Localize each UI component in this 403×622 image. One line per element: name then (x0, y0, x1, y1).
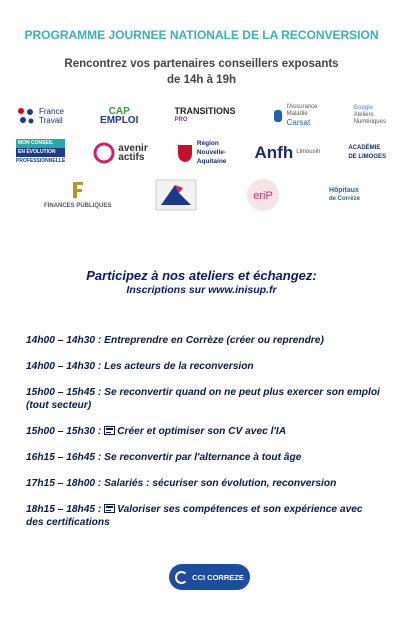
logo-row-3 (16, 178, 386, 212)
cap-emploi-line1: CAP (108, 105, 130, 117)
academie-logo (348, 144, 386, 162)
finances-publiques-text: FINANCES PUBLIQUES (44, 203, 112, 209)
mon-conseil-line1: MON CONSEIL (16, 139, 65, 148)
mon-conseil-line2: EN ÉVOLUTION (16, 148, 65, 157)
transitions-pro-line2: PRO (174, 116, 188, 123)
mon-conseil-line3: PROFESSIONNELLE (16, 158, 66, 164)
assurance-maladie-line1: l'Assurance (286, 104, 318, 110)
ateliers-heading: Participez à nos ateliers et échangez: (86, 268, 317, 283)
assurance-maladie-logo (272, 104, 318, 127)
nouvelle-aquitaine-logo (176, 139, 227, 166)
assurance-maladie-line3: Carsat (286, 118, 311, 127)
session-title: Valoriser ses compétences et son expérience avec des certifications (26, 504, 363, 528)
ateliers-section (0, 268, 403, 296)
erip-text: eriP (253, 190, 273, 202)
avenir-line1: avenir (118, 142, 148, 154)
screen-icon (104, 426, 115, 435)
avenir-line2: actifs (118, 151, 145, 163)
session-title: Les acteurs de la reconversion (104, 361, 254, 372)
anfh-region: Limousin (296, 149, 321, 155)
cci-icon (175, 571, 188, 584)
nouvelle-aquitaine-line1: Région (196, 140, 219, 147)
erip-logo (241, 178, 285, 212)
page-title: PROGRAMME JOURNEE NATIONALE DE LA RECONVERSION (24, 28, 379, 42)
avenir-actifs-icon (93, 142, 115, 164)
transitions-pro-line1: TRANSITIONS (174, 105, 236, 116)
hopitaux-line2: de Corrèze (328, 196, 360, 202)
session-title: Créer et optimiser son CV avec l'IA (117, 426, 287, 437)
session-item (26, 503, 381, 529)
transitions-pro-logo (175, 107, 236, 125)
assurance-maladie-line2: Maladie (286, 111, 308, 117)
session-title: Se reconvertir par l'alternance à tout âge (104, 452, 302, 463)
session-title: Se reconvertir quand on ne peut plus exercer son emploi (tout secteur) (26, 387, 380, 411)
cci-correze-logo (169, 564, 250, 590)
google-line3: Numériques (353, 119, 386, 125)
page-subtitle (0, 56, 403, 88)
hopitaux-logo (329, 186, 360, 204)
session-title: Salariés : sécuriser son évolution, reconversion (104, 478, 337, 489)
finances-publiques-icon (70, 180, 86, 200)
logo-row-2 (16, 139, 386, 166)
google-ateliers-logo (354, 105, 386, 126)
inscriptions-text: Inscriptions sur www.inisup.fr (126, 284, 277, 296)
cap-emploi-line2: EMPLOI (100, 114, 139, 126)
france-travail-logo (16, 106, 64, 126)
session-time: 14h00 – 14h30 : (26, 335, 102, 346)
assurance-maladie-icon (272, 108, 284, 124)
cap-emploi-logo (100, 107, 138, 125)
anfh-logo (255, 143, 321, 163)
session-time: 16h15 – 16h45 : (26, 452, 102, 463)
session-item (26, 386, 381, 412)
france-travail-line2: Travail (39, 115, 63, 125)
partner-logos (16, 104, 386, 224)
session-item (26, 477, 381, 490)
erip-icon (241, 178, 285, 212)
avenir-actifs-logo (93, 142, 147, 164)
google-line2: Ateliers (353, 112, 374, 118)
anfh-name: Anfh (254, 142, 294, 162)
session-item (26, 425, 381, 438)
session-time: 15h00 – 15h45 : (26, 387, 102, 398)
marianne-icon (155, 179, 197, 211)
logo-row-1 (16, 104, 386, 127)
academie-line2: DE LIMOGES (348, 153, 386, 160)
session-item (26, 360, 381, 373)
subtitle-line-2: de 14h à 19h (166, 74, 237, 86)
marianne-logo (155, 179, 197, 211)
nouvelle-aquitaine-line3: Aquitaine (196, 158, 227, 165)
nouvelle-aquitaine-icon (176, 143, 194, 163)
cci-label: CCI CORREZE (192, 572, 244, 582)
finances-publiques-logo (44, 180, 111, 210)
hopitaux-line1: Hôpitaux (328, 187, 359, 194)
france-travail-icon (16, 106, 36, 126)
mon-conseil-logo (16, 139, 65, 166)
google-line1: Google (353, 105, 373, 111)
session-title: Entreprendre en Corrèze (créer ou reprendre) (104, 335, 324, 346)
session-time: 15h00 – 15h30 : (26, 426, 102, 437)
session-item (26, 451, 381, 464)
nouvelle-aquitaine-line2: Nouvelle- (196, 149, 227, 156)
session-item (26, 334, 381, 347)
session-time: 17h15 – 18h00 : (26, 478, 102, 489)
session-time: 18h15 – 18h45 : (26, 504, 102, 515)
session-time: 14h00 – 14h30 : (26, 361, 102, 372)
subtitle-line-1: Rencontrez vos partenaires conseillers exposants (64, 58, 339, 70)
france-travail-line1: France (39, 106, 64, 116)
academie-line1: ACADÉMIE (348, 144, 381, 151)
screen-icon (104, 504, 115, 513)
sessions-list (26, 334, 381, 542)
